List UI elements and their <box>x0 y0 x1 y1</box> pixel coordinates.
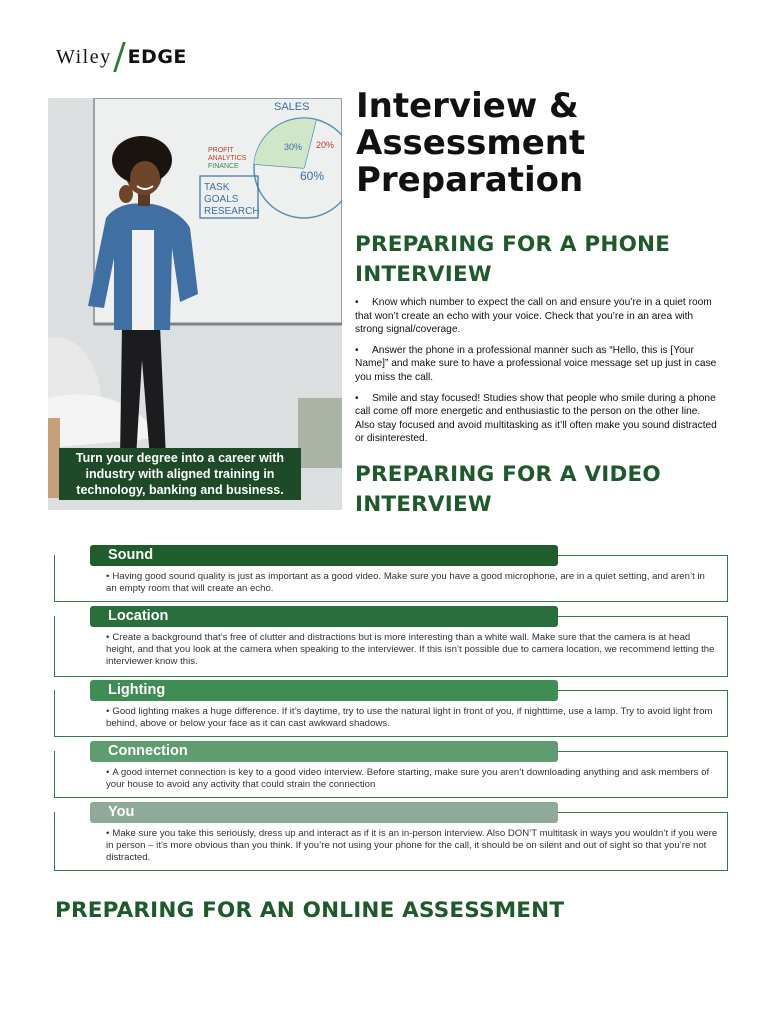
phone-tip-text: Know which number to expect the call on and ensure you’re in a quiet room that won’t create an echo with your voice. Check that you’re in an area with strong signal/coverage. <box>355 297 712 336</box>
tip-connector <box>558 812 728 813</box>
tip-text: • Having good sound quality is just as important as a good video. Make sure you have a good microphone, are in a quiet setting, and aren’t in an empty room that will create an echo. <box>106 571 705 594</box>
tip-label: Sound <box>90 545 558 566</box>
tip-label: You <box>90 802 558 823</box>
bullet-icon: • <box>106 632 110 643</box>
tip-text: • Good lighting makes a huge difference. If it’s daytime, try to use the natural light in front of you, if nighttime, use a lamp. Try to avoid light from behind, above or below your face as it can cast awkward shadows. <box>106 706 713 729</box>
tip-text: • Make sure you take this seriously, dress up and interact as if it is an in-person interview. Also DON’T multitask in ways you wouldn’t if you were in person – it’s more obvious than you think. If you’re not using your phone for the call, it should be on silent and out of sight so that you’re not distracted. <box>106 828 718 863</box>
phone-tips-list <box>355 296 720 453</box>
wb-30: 30% <box>284 142 303 152</box>
wb-goals: GOALS <box>204 194 239 205</box>
phone-tip-text: Smile and stay focused! Studies show that people who smile during a phone call come off more energetic and enthusiastic to the person on the other line. Also stay focused and avoid multitasking as it’ll often make you sound distracted or disinterested. <box>355 392 717 445</box>
phone-interview-heading: PREPARING FOR A PHONE INTERVIEW <box>355 232 671 287</box>
hero-photo <box>48 98 342 510</box>
phone-tip-text: Answer the phone in a professional manner such as “Hello, this is [Your Name]” and make sure to have a professional voice message set up just in case you miss the call. <box>355 344 717 383</box>
wb-profit: PROFIT <box>208 147 234 154</box>
photo-caption: Turn your degree into a career with industry with aligned training in technology, banking and business. <box>59 448 301 500</box>
tip-text: • Create a background that’s free of clutter and distractions but is more interesting than a white wall. Make sure that the camera is at head height, and that you look at the camera when speaking to the interviewer. If this isn’t possible due to camera location, we recommend letting the interviewer know this. <box>106 632 715 667</box>
logo-slash <box>113 42 126 72</box>
tip-label: Lighting <box>90 680 558 701</box>
bullet-icon: • <box>106 828 110 839</box>
tip-label: Connection <box>90 741 558 762</box>
title-line-3: Preparation <box>356 160 584 200</box>
wiley-edge-logo <box>56 42 187 72</box>
online-assessment-heading: PREPARING FOR AN ONLINE ASSESSMENT <box>55 898 565 923</box>
bullet-icon: • <box>106 706 110 717</box>
wb-finance: FINANCE <box>208 163 239 170</box>
wb-task: TASK <box>204 182 230 193</box>
bullet-icon: • <box>106 767 110 778</box>
tip-label: Location <box>90 606 558 627</box>
bullet-icon: • <box>355 392 359 404</box>
bullet-icon: • <box>106 571 110 582</box>
title-line-2: Assessment <box>356 123 586 163</box>
list-item <box>355 392 720 446</box>
wb-research: RESEARCH <box>204 206 260 217</box>
wb-20: 20% <box>316 140 335 150</box>
wb-sales: SALES <box>274 101 310 113</box>
tip-connector <box>558 690 728 691</box>
tip-connector <box>558 616 728 617</box>
logo-edge-text: EDGE <box>127 46 187 68</box>
video-interview-heading: PREPARING FOR A VIDEO INTERVIEW <box>355 462 661 517</box>
wb-analytics: ANALYTICS <box>208 155 247 162</box>
list-item <box>355 296 720 337</box>
tip-connector <box>558 555 728 556</box>
tip-text: • A good internet connection is key to a good video interview. Before starting, make sure you aren’t downloading anything and ask members of your house to avoid any activity that could strain the connection <box>106 767 710 790</box>
logo-wiley-text: Wiley <box>56 45 112 68</box>
wb-60: 60% <box>300 169 325 183</box>
list-item <box>355 344 720 385</box>
title-line-1: Interview & <box>356 86 579 126</box>
tip-connector <box>558 751 728 752</box>
bullet-icon: • <box>355 344 359 356</box>
bullet-icon: • <box>355 297 359 308</box>
page-title <box>356 88 756 199</box>
